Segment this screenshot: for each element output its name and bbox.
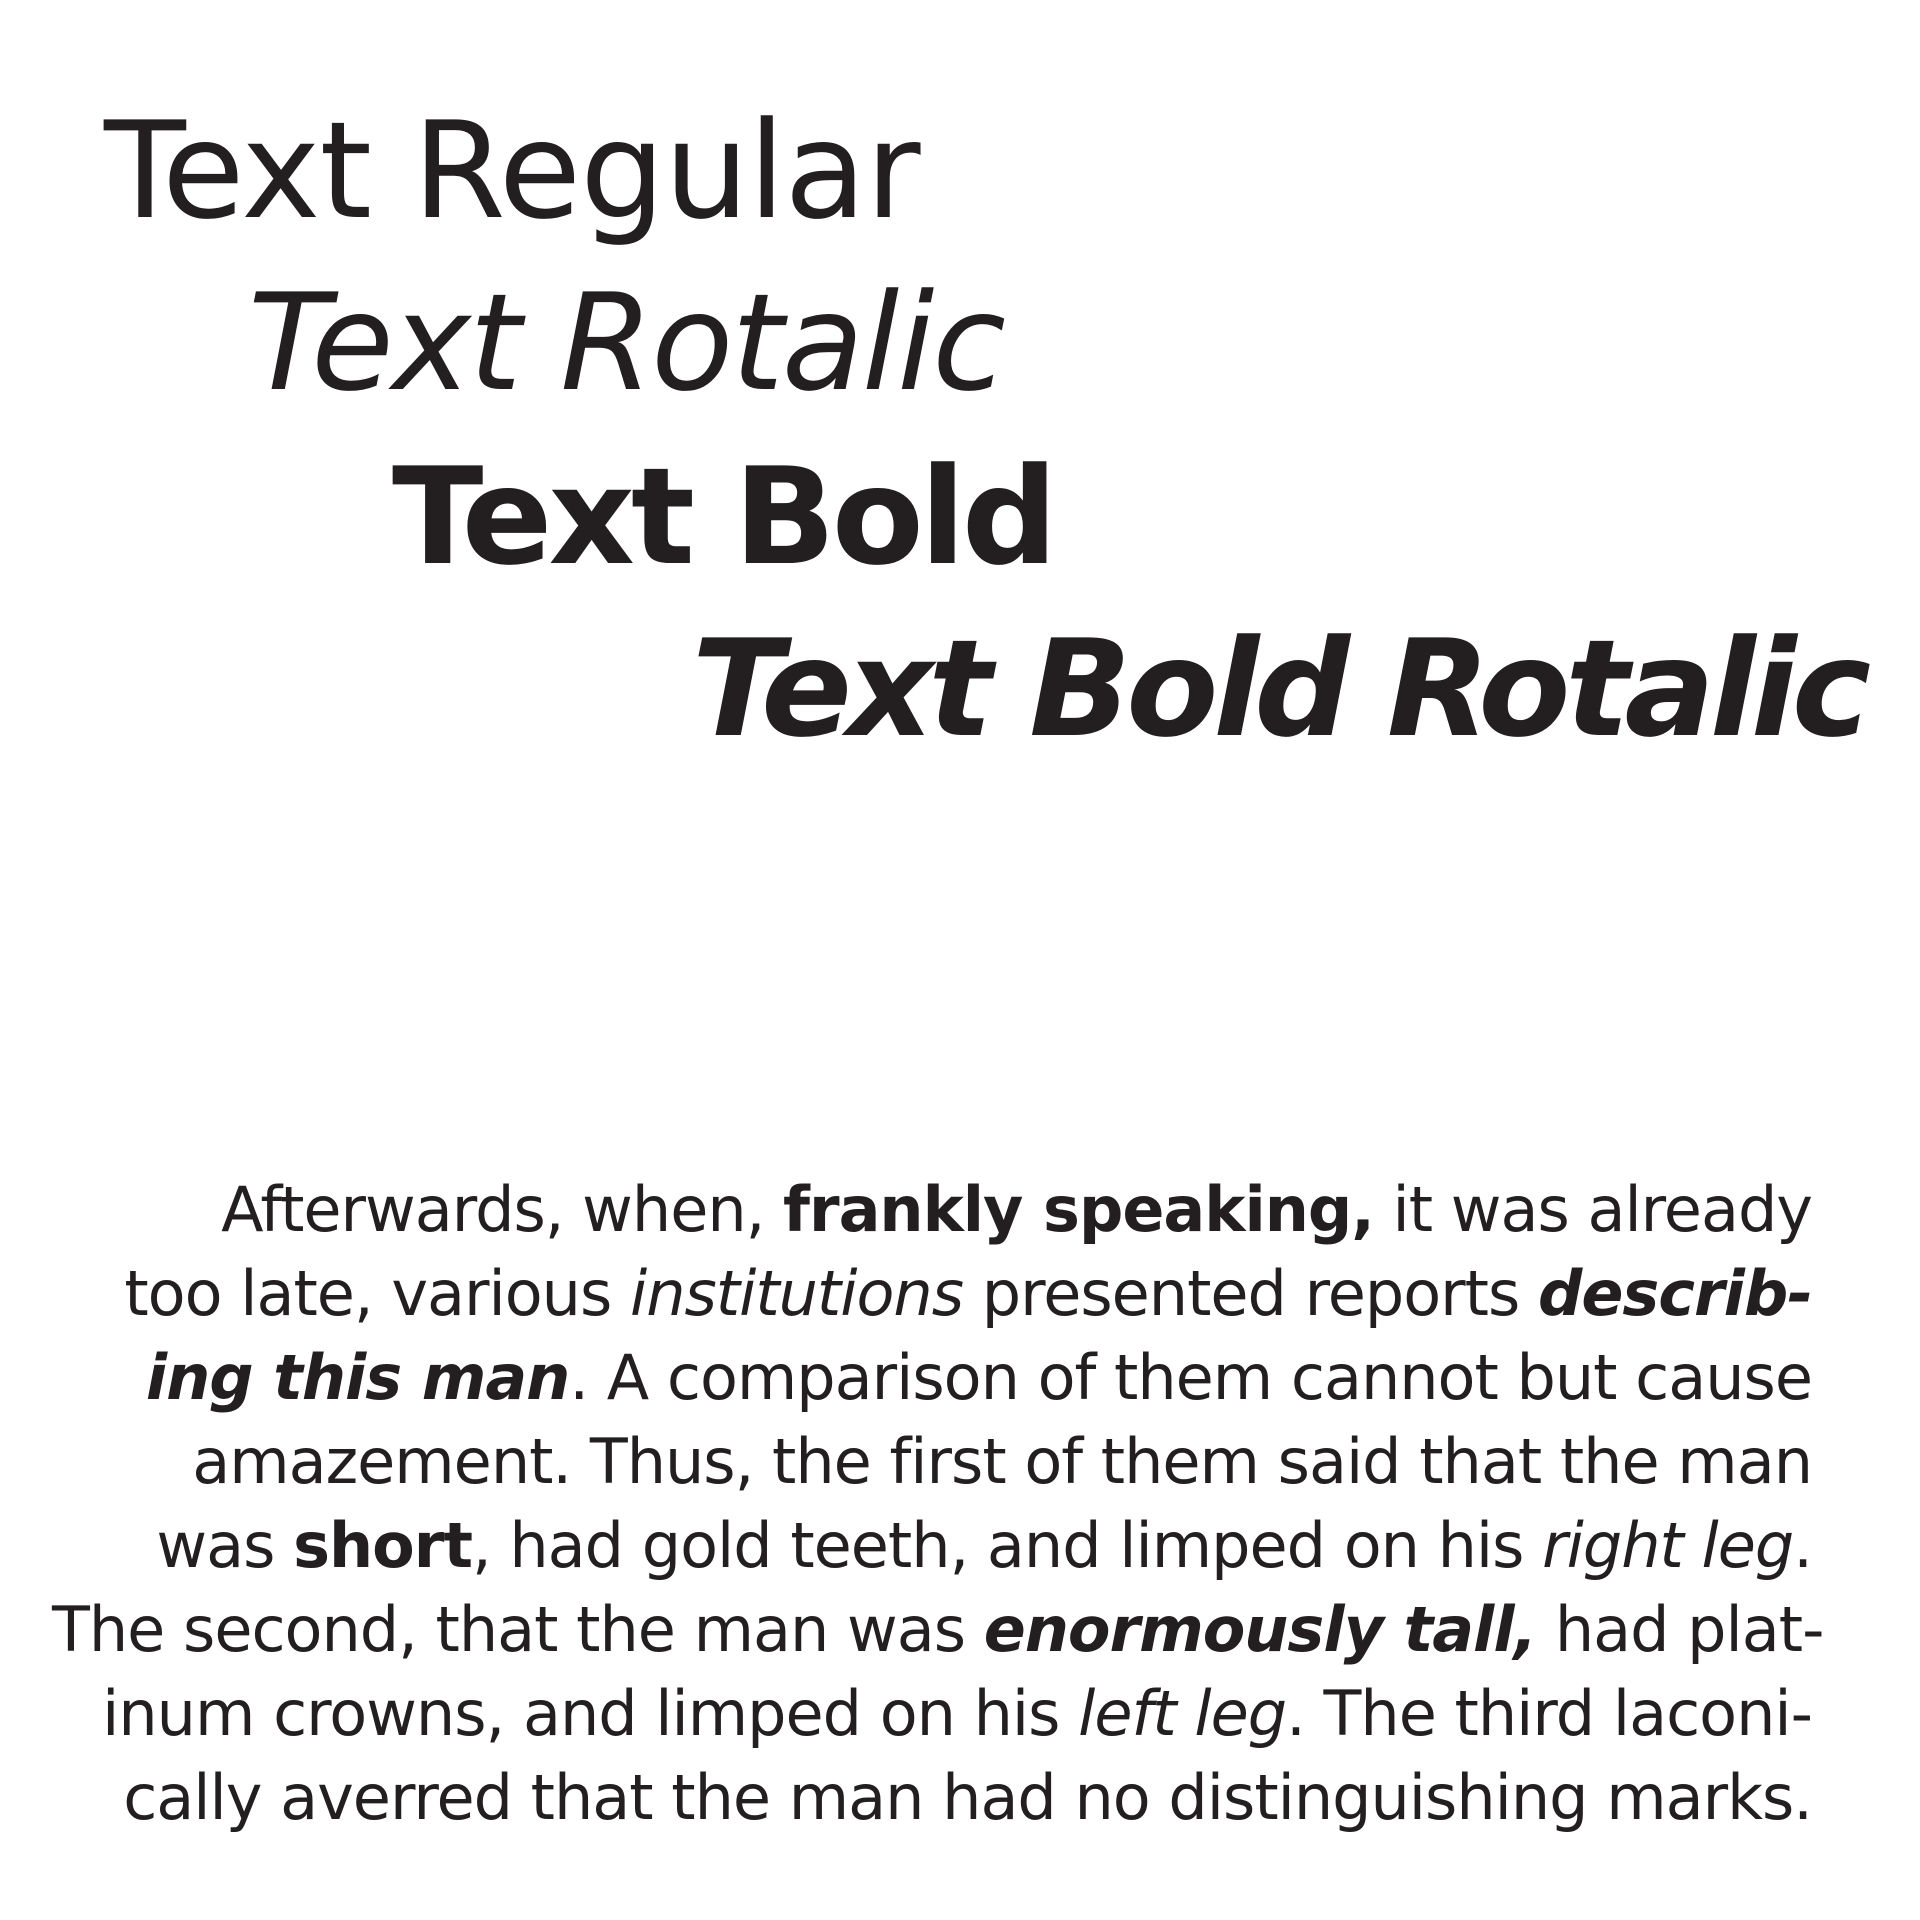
paragraph-text: presented reports bbox=[963, 1257, 1538, 1330]
paragraph-text: Afterwards, when, bbox=[221, 1173, 784, 1246]
specimen-text-rotalic: Text Rotalic bbox=[248, 265, 1005, 421]
sample-paragraph bbox=[52, 1168, 1824, 1840]
bold-phrase: short bbox=[293, 1509, 472, 1582]
paragraph-text: . bbox=[1793, 1509, 1812, 1582]
paragraph-line-6 bbox=[52, 1588, 1824, 1672]
paragraph-text: was bbox=[156, 1509, 294, 1582]
bold-italic-phrase: enormously tall, bbox=[983, 1593, 1537, 1666]
paragraph-text: too late, various bbox=[124, 1257, 630, 1330]
paragraph-text: had plat- bbox=[1536, 1593, 1824, 1666]
bold-phrase: frankly speaking, bbox=[783, 1173, 1374, 1246]
bold-italic-phrase: ing this man bbox=[145, 1341, 570, 1414]
paragraph-text: amazement. Thus, the first of them said that the man bbox=[192, 1425, 1812, 1498]
paragraph-text: it was already bbox=[1373, 1173, 1812, 1246]
italic-phrase: institutions bbox=[629, 1257, 963, 1330]
paragraph-line-3 bbox=[52, 1336, 1812, 1420]
paragraph-line-1 bbox=[52, 1168, 1812, 1252]
bold-italic-phrase: describ- bbox=[1537, 1257, 1812, 1330]
paragraph-line-4 bbox=[52, 1420, 1812, 1504]
paragraph-text: inum crowns, and limped on his bbox=[102, 1677, 1079, 1750]
paragraph-text: cally averred that the man had no distinguishing marks. bbox=[123, 1761, 1812, 1834]
paragraph-line-2 bbox=[52, 1252, 1812, 1336]
paragraph-text: The second, that the man was bbox=[52, 1593, 984, 1666]
specimen-text-bold-rotalic: Text Bold Rotalic bbox=[692, 611, 1867, 767]
paragraph-text: . A comparison of them cannot but cause bbox=[569, 1341, 1812, 1414]
paragraph-line-8 bbox=[52, 1756, 1812, 1840]
paragraph-line-5 bbox=[52, 1504, 1812, 1588]
italic-phrase: left leg bbox=[1078, 1677, 1287, 1750]
paragraph-text: , had gold teeth, and limped on his bbox=[471, 1509, 1543, 1582]
paragraph-line-7 bbox=[52, 1672, 1812, 1756]
specimen-text-regular: Text Regular bbox=[104, 93, 920, 249]
italic-phrase: right leg bbox=[1542, 1509, 1794, 1582]
paragraph-text: . The third laconi- bbox=[1286, 1677, 1812, 1750]
specimen-text-bold: Text Bold bbox=[392, 439, 1054, 595]
